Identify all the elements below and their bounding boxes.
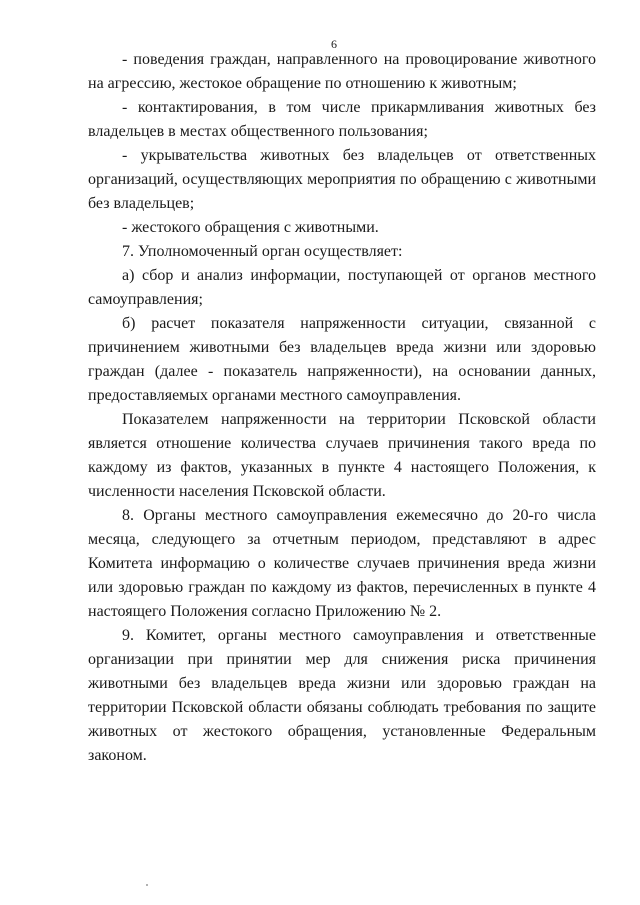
paragraph-item-7a: а) сбор и анализ информации, поступающей от органов местного самоуправления; (88, 267, 596, 308)
page-number: 6 (331, 37, 337, 51)
paragraph-contact: - контактирования, в том числе прикармливания животных без владельцев в местах общественного пользования; (88, 99, 596, 140)
paragraph-tension-indicator: Показателем напряженности на территории Псковской области является отношение количества случаев причинения такого вреда по каждому из фактов, указанных в пункте 4 настоящего Положения, к численности населения Псковской области. (88, 411, 596, 500)
paragraph-item-9: 9. Комитет, органы местного самоуправления и ответственные организации при принятии мер для снижения риска причинения животными без владельцев вреда жизни или здоровью граждан на территории Псковской области обязаны соблюдать требования по защите животных от жестокого обращения, установленные Федеральным законом. (88, 627, 596, 764)
paragraph-behavior: - поведения граждан, направленного на провоцирование животного на агрессию, жестокое обращение по отношению к животным; (88, 51, 596, 92)
paragraph-concealment: - укрывательства животных без владельцев от ответственных организаций, осуществляющих мероприятия по обращению с животными без владельцев; (88, 147, 596, 212)
paragraph-item-8: 8. Органы местного самоуправления ежемесячно до 20-го числа месяца, следующего за отчетным периодом, представляют в адрес Комитета информацию о количестве случаев причинения вреда жизни или здоровью граждан по каждому из фактов, перечисленных в пункте 4 настоящего Положения согласно Приложению № 2. (88, 507, 596, 620)
paragraph-item-7b: б) расчет показателя напряженности ситуации, связанной с причинением животными без владельцев вреда жизни или здоровью граждан (далее - показатель напряженности), на основании данных, предоставляемых органами местного самоуправления. (88, 315, 596, 404)
document-body (88, 48, 596, 768)
scan-speck (146, 884, 148, 886)
paragraph-cruelty: - жестокого обращения с животными. (122, 219, 379, 236)
paragraph-item-7: 7. Уполномоченный орган осуществляет: (122, 243, 403, 260)
